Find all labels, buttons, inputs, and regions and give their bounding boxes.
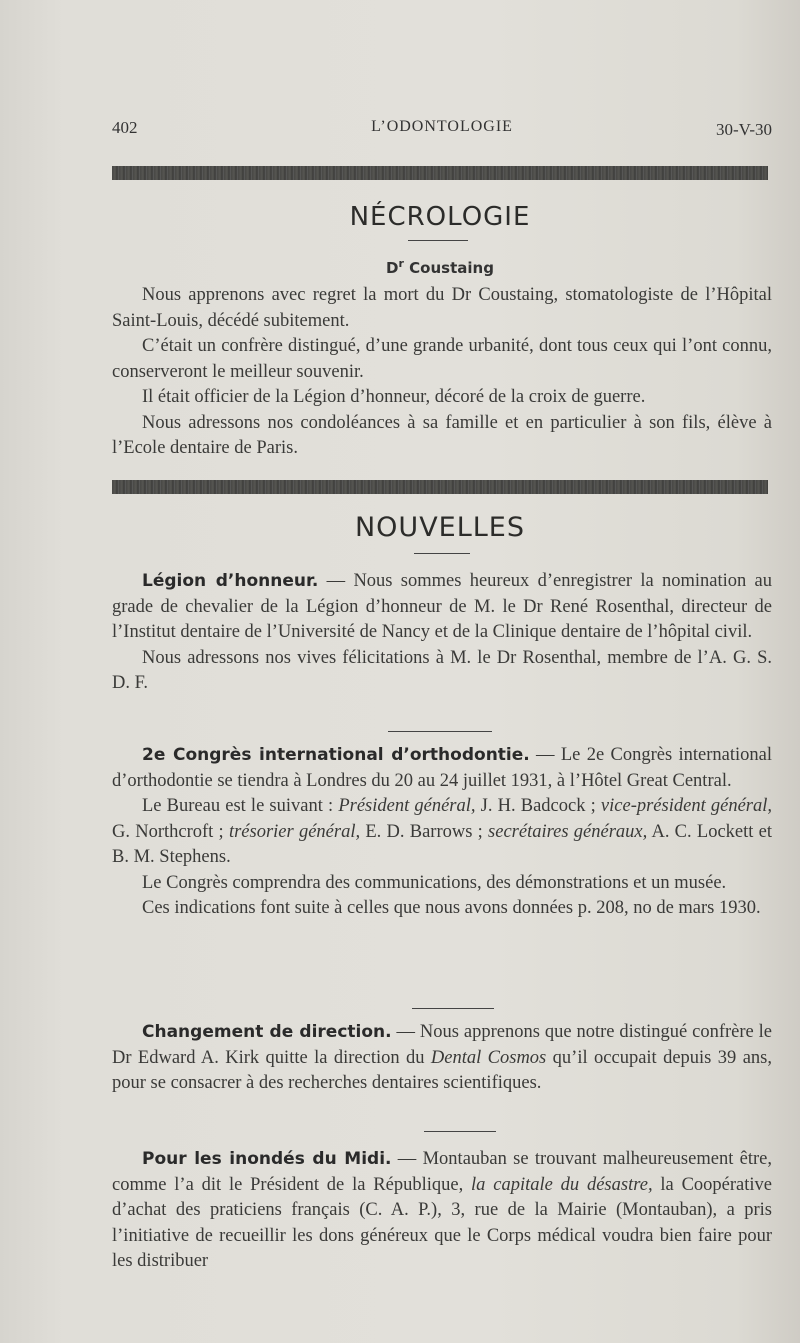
obituary-paragraph-4: Nous adressons nos condoléances à sa famille et en particulier à son fils, élève à l’Ecole dentaire de Paris.	[112, 412, 772, 458]
page-number: 402	[112, 118, 138, 137]
separator-rule	[412, 1008, 494, 1009]
title-underline	[414, 553, 470, 554]
running-header	[112, 118, 772, 142]
necrologie-title: NÉCROLOGIE	[349, 202, 531, 232]
nouvelles-title: NOUVELLES	[354, 512, 526, 543]
news-changement-direction	[112, 1020, 772, 1097]
congres-paragraph-1: 2e Congrès international d’orthodontie. — Le 2e Congrès international d’orthodontie se tiendra à Londres du 20 au 24 juillet 1931, à l’Hôtel Great Central.	[112, 745, 772, 791]
congres-paragraph-4: Ces indications font suite à celles que nous avons données p. 208, no de mars 1930.	[142, 898, 761, 918]
issue-date: 30-V-30	[715, 120, 772, 139]
congres-bureau: Le Bureau est le suivant : Président général, J. H. Badcock ; vice-président général, G. Northcroft ; trésorier général, E. D. Barrows ; secrétaires généraux, A. C. Lockett et B. M. Stephens.	[112, 796, 772, 867]
congres-paragraph-3: Le Congrès comprendra des communications, des démonstrations et un musée.	[142, 872, 727, 893]
legion-paragraph-1: Légion d’honneur. — Nous sommes heureux d’enregistrer la nomination au grade de chevalier de la Légion d’honneur de M. le Dr René Rosenthal, directeur de l’Institut dentaire de l’Université de Nancy et de la Clinique dentaire de l’hôpital civil.	[112, 571, 772, 642]
separator-rule	[424, 1131, 496, 1132]
obituary-subtitle: $D^r$ Coustaing	[386, 257, 494, 277]
ornamental-rule-middle	[112, 480, 768, 494]
legion-paragraph-2: Nous adressons nos vives félicitations à M. le Dr Rosenthal, membre de l’A. G. S. D. F.	[112, 647, 772, 693]
news-legion-honneur	[112, 569, 772, 697]
obituary-paragraph-3: Il était officier de la Légion d’honneur, décoré de la croix de guerre.	[142, 387, 646, 407]
obituary-paragraph-2: C’était un confrère distingué, d’une grande urbanité, dont tous ceux qui l’ont connu, conserveront le meilleur souvenir.	[112, 336, 772, 382]
journal-title: L’ODONTOLOGIE	[371, 118, 513, 135]
congres-heading: 2e Congrès international d’orthodontie.	[142, 745, 530, 765]
ornamental-rule-top	[112, 166, 768, 180]
direction-heading: Changement de direction.	[142, 1022, 392, 1042]
news-inondes-midi	[112, 1147, 772, 1275]
obituary-paragraph-1: Nous apprenons avec regret la mort du Dr Coustaing, stomatologiste de l’Hôpital Saint-Louis, décédé subitement.	[112, 285, 772, 331]
direction-paragraph: Changement de direction. — Nous apprenons que notre distingué confrère le Dr Edward A. Kirk quitte la direction du Dental Cosmos qu’il occupait depuis 39 ans, pour se consacrer à des recherches dentaires scientifiques.	[112, 1022, 772, 1093]
news-congres-orthodontie	[112, 743, 772, 922]
separator-rule	[388, 731, 492, 732]
legion-heading: Légion d’honneur.	[142, 571, 319, 591]
obituary-text	[112, 283, 772, 462]
title-underline	[408, 240, 468, 241]
inondes-paragraph: Pour les inondés du Midi. — Montauban se trouvant malheureusement être, comme l’a dit le Président de la République, la capitale du désastre, la Coopérative d’achat des praticiens français (C. A. P.), 3, rue de la Mairie (Montauban), a pris l’initiative de recueillir les dons généreux que le Corps médical voudra bien faire pour les distribuer	[112, 1149, 772, 1271]
inondes-heading: Pour les inondés du Midi.	[142, 1149, 392, 1169]
